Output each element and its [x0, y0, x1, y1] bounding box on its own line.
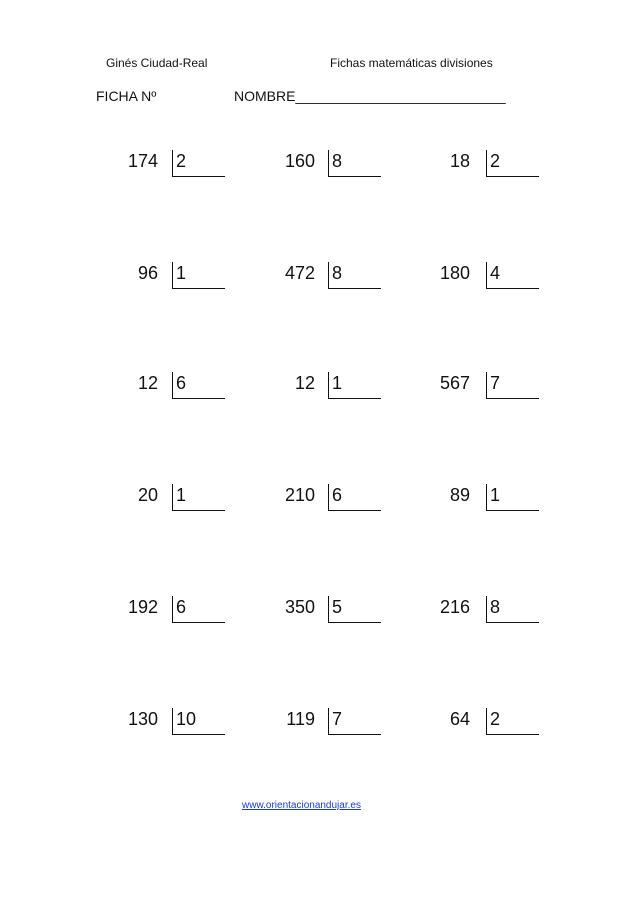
divisor-bracket: [328, 262, 381, 289]
dividend: 96: [137, 263, 158, 283]
divisor-bracket: [486, 708, 539, 735]
divisor: 1: [176, 485, 187, 505]
divisor-bracket: [172, 484, 225, 511]
dividend: 64: [449, 709, 470, 729]
dividend: 130: [127, 709, 158, 729]
divisor-bracket: [328, 596, 381, 623]
divisor: 8: [332, 263, 343, 283]
divisor: 10: [176, 709, 197, 729]
divisor-bracket: [486, 484, 539, 511]
divisor: 6: [176, 597, 187, 617]
footer-link[interactable]: www.orientacionandujar.es: [242, 800, 361, 811]
divisor-bracket: [328, 484, 381, 511]
dividend: 12: [137, 373, 158, 393]
divisor-bracket: [486, 262, 539, 289]
divisor: 8: [490, 597, 501, 617]
header-author: Ginés Ciudad-Real: [106, 56, 208, 70]
divisor: 1: [176, 263, 187, 283]
divisor: 7: [490, 373, 501, 393]
dividend: 89: [449, 485, 470, 505]
divisor-bracket: [486, 372, 539, 399]
divisor-bracket: [172, 708, 225, 735]
divisor: 8: [332, 151, 343, 171]
divisor: 7: [332, 709, 343, 729]
header-subject: Fichas matemáticas divisiones: [330, 56, 493, 70]
dividend: 12: [294, 373, 315, 393]
dividend: 216: [439, 597, 470, 617]
dividend: 210: [284, 485, 315, 505]
divisor: 2: [490, 151, 501, 171]
dividend: 174: [127, 151, 158, 171]
dividend: 472: [284, 263, 315, 283]
divisor-bracket: [328, 708, 381, 735]
nombre-field[interactable]: NOMBRE___________________________: [234, 88, 506, 104]
divisor: 5: [332, 597, 343, 617]
divisor-bracket: [486, 596, 539, 623]
dividend: 18: [449, 151, 470, 171]
divisor: 6: [176, 373, 187, 393]
divisor: 6: [332, 485, 343, 505]
divisor: 2: [490, 709, 501, 729]
dividend: 20: [137, 485, 158, 505]
divisor: 2: [176, 151, 187, 171]
ficha-label: FICHA Nº: [96, 88, 157, 104]
dividend: 567: [439, 373, 470, 393]
divisor-bracket: [172, 150, 225, 177]
divisor: 1: [332, 373, 343, 393]
dividend: 180: [439, 263, 470, 283]
divisor-bracket: [328, 372, 381, 399]
divisor: 4: [490, 263, 501, 283]
divisor: 1: [490, 485, 501, 505]
divisor-bracket: [328, 150, 381, 177]
dividend: 192: [127, 597, 158, 617]
divisor-bracket: [172, 372, 225, 399]
dividend: 350: [284, 597, 315, 617]
dividend: 119: [286, 709, 315, 729]
divisor-bracket: [172, 262, 225, 289]
divisor-bracket: [486, 150, 539, 177]
dividend: 160: [284, 151, 315, 171]
divisor-bracket: [172, 596, 225, 623]
